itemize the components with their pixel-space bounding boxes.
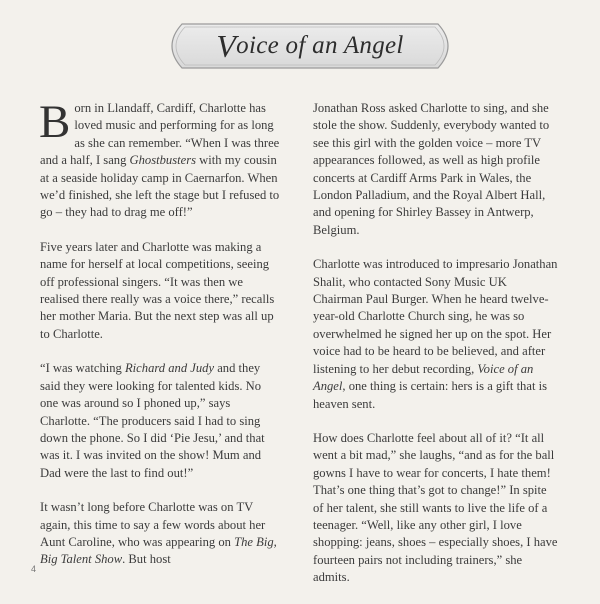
italic-title: The Big, Big Talent Show (40, 534, 277, 567)
text-run: orn in Llandaff, Cardiff, Charlotte has loved music and performing for as long as she can remember. “When I was three and a half, I sang (40, 101, 280, 168)
drop-cap: B (39, 96, 71, 148)
right-column (313, 100, 558, 604)
title-banner (160, 22, 460, 70)
italic-title: Voice of an Angel (313, 361, 534, 394)
text-run: . But host (122, 552, 171, 567)
paragraph: Five years later and Charlotte was making a name for herself at local competitions, seeing off professional singers. “It was then we realised there really was a voice there,” recalls her mother Maria. But the next step was all up to Charlotte. (40, 239, 275, 341)
title-initial: V (216, 27, 237, 64)
paragraph (39, 96, 280, 222)
text-run: Charlotte was introduced to impresario Jonathan Shalit, who contacted Sony Music UK Chairman Paul Burger. When he heard twelve-year-old Charlotte Church sing, he was so overwhelmed he signed her up on the spot. Her voice had to be heard to be believed, and after listening to her debut recording, (313, 257, 558, 376)
paragraph (313, 256, 558, 413)
text-run: and they said they were looking for talented kids. No one was around so I phoned up,” says Charlotte. “The producers said I had to sing down the phone. So I did ‘Pie Jesu,’ and that was it. I was invited on the show! Mum and Dad were the last to find out!” (40, 361, 265, 480)
paragraph (40, 360, 280, 482)
text-run: “I was watching (40, 361, 125, 376)
page-title (160, 22, 460, 70)
italic-title: Richard and Judy (124, 361, 215, 376)
left-column (39, 96, 280, 586)
text-run: , one thing is certain: hers is a gift that is heaven sent. (313, 379, 547, 411)
text-run: It wasn’t long before Charlotte was on TV again, this time to say a few words about her Aunt Caroline, who was appearing on (40, 500, 266, 549)
paragraph: Jonathan Ross asked Charlotte to sing, and she stole the show. Suddenly, everybody wanted to see this girl with the golden voice – more TV appearances followed, as well as high profile concerts at Cardiff Arms Park in Wales, the London Palladium, and the Royal Albert Hall, and opening for Shirley Bassey in Antwerp, Belgium. (313, 101, 550, 237)
paragraph: How does Charlotte feel about all of it? “It all went a bit mad,” she laughs, “and as for the ball gowns I have to wear for concerts, I hate them! That’s one thing that’s got to change!” In spite of her talent, she still wants to live the life of a teenager. “Well, like any other girl, I love shopping: jeans, shoes – especially shoes, I have fourteen pairs not including trainers,” she admits. (313, 430, 558, 585)
paragraph (40, 499, 280, 569)
page-number: 4 (31, 564, 37, 574)
title-text: oice of an Angel (236, 32, 404, 59)
text-run: with my cousin at a seaside holiday camp in Caernarfon. When we’d finished, she left the stage but I refused to go – they had to drag me off!” (40, 153, 280, 220)
italic-title: Ghostbusters (129, 153, 197, 168)
